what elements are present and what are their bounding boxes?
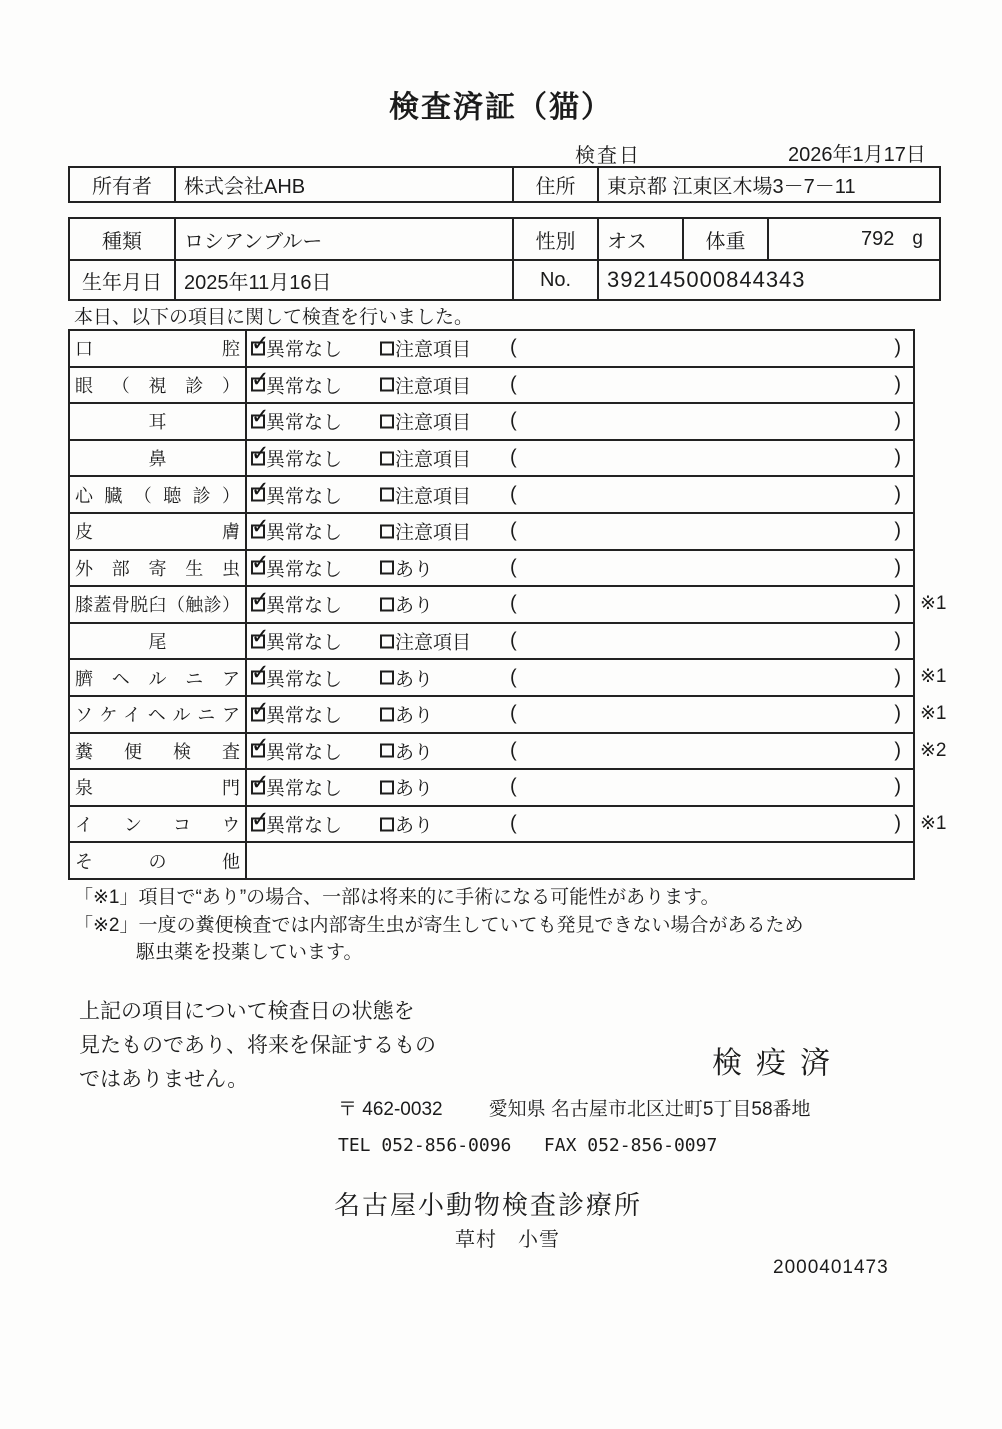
no-label: No.: [512, 261, 597, 299]
exam-row: [68, 512, 915, 551]
inspection-date-value: 2026年1月17日: [788, 144, 926, 166]
exam-item-label: 外部寄生虫: [75, 558, 240, 579]
staff-name: 草村 小雪: [455, 1229, 560, 1251]
exam-result-cell: [247, 441, 913, 476]
page-title: 検査済証（猫）: [389, 91, 613, 124]
exam-result-cell: [247, 660, 913, 695]
checkbox-unchecked-icon: [380, 524, 394, 538]
exam-item-cell: [70, 843, 247, 878]
check-mark-icon: ✓: [251, 513, 270, 539]
checkbox-unchecked-icon: [380, 780, 394, 794]
ok-label: 異常なし: [266, 376, 343, 398]
alt-label: 注意項目: [395, 522, 472, 544]
result-ok-group: [251, 513, 343, 545]
checkbox-unchecked-icon: [380, 414, 394, 428]
result-ok-group: [251, 440, 343, 472]
check-mark-icon: ✓: [251, 806, 270, 832]
paren-close: ): [894, 629, 901, 652]
checkbox-checked-icon: [251, 366, 270, 392]
document-number: 2000401473: [773, 1257, 889, 1278]
ok-label: 異常なし: [266, 486, 343, 508]
ok-label: 異常なし: [266, 595, 343, 617]
exam-row: [68, 695, 947, 734]
exam-result-cell: [247, 807, 913, 842]
alt-label: 注意項目: [395, 486, 472, 508]
ok-label: 異常なし: [266, 705, 343, 727]
check-mark-icon: ✓: [251, 696, 270, 722]
exam-result-cell: [247, 331, 913, 366]
checkbox-checked-icon: [251, 549, 270, 575]
alt-label: あり: [395, 669, 434, 691]
paren-open: (: [510, 336, 517, 359]
check-mark-icon: ✓: [251, 476, 270, 502]
result-ok-group: [251, 806, 343, 838]
pet-info-table: [68, 217, 941, 301]
checkbox-unchecked-icon: [380, 451, 394, 465]
exam-item-cell: [70, 697, 247, 732]
exam-item-cell: [70, 368, 247, 403]
check-mark-icon: ✓: [251, 659, 270, 685]
exam-item-label: 鼻: [148, 449, 167, 470]
clinic-tel-fax: TEL 052-856-0096 FAX 052-856-0097: [338, 1135, 718, 1156]
paren-close: ): [894, 592, 901, 615]
exam-row: [68, 658, 947, 697]
result-ok-group: [251, 476, 343, 508]
checkbox-checked-icon: [251, 623, 270, 649]
result-alt-group: [380, 737, 433, 764]
exam-row-box: [68, 402, 915, 441]
result-alt-group: [380, 481, 471, 508]
exam-row-box: [68, 366, 915, 405]
exam-row: [68, 549, 915, 588]
exam-row: [68, 841, 915, 880]
breed-value: ロシアンブルー: [174, 219, 512, 259]
exam-row-box: [68, 549, 915, 588]
exam-row: [68, 768, 915, 807]
ok-label: 異常なし: [266, 559, 343, 581]
ok-label: 異常なし: [266, 449, 343, 471]
ok-label: 異常なし: [266, 339, 343, 361]
paren-open: (: [510, 666, 517, 689]
paren-open: (: [510, 812, 517, 835]
result-alt-group: [380, 518, 471, 545]
footnote-2: 「※2」一度の糞便検査では内部寄生虫が寄生していても発見できない場合があるため: [74, 914, 804, 936]
result-ok-group: [251, 696, 343, 728]
exam-result-cell: [247, 404, 913, 439]
exam-row-box: [68, 439, 915, 478]
exam-item-label: 臍ヘルニア: [75, 668, 240, 689]
result-alt-group: [380, 591, 433, 618]
sex-value: オス: [597, 219, 682, 259]
exam-row-box: [68, 329, 915, 368]
result-alt-group: [380, 811, 433, 838]
exam-item-label: 糞便検査: [75, 741, 240, 762]
quarantine-stamp-text: 検疫済: [712, 1047, 844, 1080]
result-ok-group: [251, 403, 343, 435]
checkbox-unchecked-icon: [380, 707, 394, 721]
paren-open: (: [510, 629, 517, 652]
weight-label: 体重: [682, 219, 767, 259]
disclaimer-line-2: 見たものであり、将来を保証するもの: [79, 1034, 436, 1057]
result-ok-group: [251, 769, 343, 801]
ok-label: 異常なし: [266, 815, 343, 837]
ok-label: 異常なし: [266, 632, 343, 654]
result-alt-group: [380, 664, 433, 691]
clinic-address: 愛知県 名古屋市北区辻町5丁目58番地: [488, 1099, 811, 1120]
result-ok-group: [251, 549, 343, 581]
check-mark-icon: ✓: [251, 586, 270, 612]
alt-label: あり: [395, 559, 434, 581]
alt-label: あり: [395, 815, 434, 837]
exam-item-cell: [70, 404, 247, 439]
result-ok-group: [251, 330, 343, 362]
exam-result-cell: [247, 551, 913, 586]
paren-close: ): [894, 373, 901, 396]
exam-row-box: [68, 585, 915, 624]
exam-item-label: 心臓（聴診）: [75, 485, 240, 506]
exam-row-box: [68, 512, 915, 551]
result-ok-group: [251, 623, 343, 655]
exam-result-cell: [247, 843, 913, 878]
checkbox-unchecked-icon: [380, 817, 394, 831]
exam-row-box: [68, 805, 915, 844]
paren-close: ): [894, 483, 901, 506]
birth-value: 2025年11月16日: [174, 261, 512, 299]
checkbox-checked-icon: [251, 403, 270, 429]
alt-label: 注意項目: [395, 376, 472, 398]
ok-label: 異常なし: [266, 522, 343, 544]
exam-row: [68, 585, 947, 624]
exam-result-cell: [247, 770, 913, 805]
exam-table: [68, 329, 947, 880]
exam-row-box: [68, 475, 915, 514]
exam-item-cell: [70, 514, 247, 549]
alt-label: 注意項目: [395, 632, 472, 654]
exam-item-cell: [70, 660, 247, 695]
check-mark-icon: ✓: [251, 623, 270, 649]
pet-row-1: [70, 219, 939, 259]
exam-result-cell: [247, 514, 913, 549]
address-label: 住所: [512, 168, 597, 201]
checkbox-checked-icon: [251, 696, 270, 722]
exam-item-label: その他: [75, 851, 240, 872]
owner-label: 所有者: [92, 176, 152, 198]
pet-row-2: [70, 259, 939, 299]
result-ok-group: [251, 586, 343, 618]
exam-item-cell: [70, 477, 247, 512]
exam-row: [68, 805, 947, 844]
exam-item-label: 眼（視診）: [75, 375, 240, 396]
alt-label: あり: [395, 778, 434, 800]
result-alt-group: [380, 371, 471, 398]
result-alt-group: [380, 774, 433, 801]
exam-row-box: [68, 768, 915, 807]
exam-row: [68, 402, 915, 441]
exam-item-label: 耳: [148, 412, 167, 433]
paren-open: (: [510, 446, 517, 469]
no-value: 392145000844343: [597, 261, 939, 299]
weight-unit: g: [912, 228, 923, 249]
exam-result-cell: [247, 624, 913, 659]
checkbox-unchecked-icon: [380, 744, 394, 758]
exam-result-cell: [247, 368, 913, 403]
checkbox-checked-icon: [251, 476, 270, 502]
footnote-mark: ※1: [920, 812, 947, 834]
breed-label: 種類: [102, 230, 142, 253]
check-mark-icon: ✓: [251, 440, 270, 466]
check-mark-icon: ✓: [251, 366, 270, 392]
ok-label: 異常なし: [266, 412, 343, 434]
ok-label: 異常なし: [266, 778, 343, 800]
exam-row-box: [68, 732, 915, 771]
checkbox-checked-icon: [251, 513, 270, 539]
result-ok-group: [251, 732, 343, 764]
paren-close: ): [894, 446, 901, 469]
alt-label: 注意項目: [395, 449, 472, 471]
exam-item-cell: [70, 624, 247, 659]
checkbox-unchecked-icon: [380, 561, 394, 575]
checkbox-unchecked-icon: [380, 341, 394, 355]
result-alt-group: [380, 701, 433, 728]
checkbox-checked-icon: [251, 440, 270, 466]
alt-label: あり: [395, 705, 434, 727]
footnote-2-continued: 駆虫薬を投薬しています。: [136, 942, 363, 963]
paren-open: (: [510, 556, 517, 579]
exam-row-box: [68, 622, 915, 661]
exam-item-label: 皮膚: [75, 522, 240, 543]
alt-label: 注意項目: [395, 339, 472, 361]
check-mark-icon: ✓: [251, 549, 270, 575]
disclaimer: [79, 995, 436, 1097]
paren-close: ): [894, 556, 901, 579]
alt-label: 注意項目: [395, 412, 472, 434]
exam-item-cell: [70, 734, 247, 769]
footnote-mark: ※1: [920, 593, 947, 615]
clinic-address-line: [338, 1094, 811, 1121]
paren-open: (: [510, 702, 517, 725]
exam-row: [68, 366, 915, 405]
ok-label: 異常なし: [266, 742, 343, 764]
exam-item-cell: [70, 331, 247, 366]
exam-result-cell: [247, 697, 913, 732]
result-ok-group: [251, 366, 343, 398]
exam-row: [68, 732, 947, 771]
paren-open: (: [510, 775, 517, 798]
checkbox-unchecked-icon: [380, 671, 394, 685]
sex-label: 性別: [512, 219, 597, 259]
paren-close: ): [894, 519, 901, 542]
exam-result-cell: [247, 734, 913, 769]
checkbox-unchecked-icon: [380, 378, 394, 392]
check-mark-icon: ✓: [251, 769, 270, 795]
exam-item-label: 尾: [148, 632, 167, 653]
exam-row: [68, 475, 915, 514]
result-alt-group: [380, 335, 471, 362]
result-alt-group: [380, 554, 433, 581]
exam-item-label: 膝蓋骨脱臼（触診）: [75, 595, 240, 616]
clinic-postal-code: 〒 462-0032: [338, 1099, 443, 1120]
paren-close: ): [894, 812, 901, 835]
paren-close: ): [894, 409, 901, 432]
paren-open: (: [510, 483, 517, 506]
paren-close: ): [894, 336, 901, 359]
exam-item-cell: [70, 551, 247, 586]
ok-label: 異常なし: [266, 669, 343, 691]
checkbox-checked-icon: [251, 586, 270, 612]
inspection-date-label: 検査日: [575, 145, 641, 167]
disclaimer-line-1: 上記の項目について検査日の状態を: [79, 1000, 415, 1023]
checkbox-unchecked-icon: [380, 597, 394, 611]
footnote-mark: ※2: [920, 739, 947, 761]
footnote-mark: ※1: [920, 666, 947, 688]
footnotes: [74, 884, 804, 967]
exam-item-label: インコウ: [75, 815, 240, 836]
birth-label: 生年月日: [82, 271, 162, 294]
intro-text: 本日、以下の項目に関して検査を行いました。: [74, 307, 474, 328]
checkbox-checked-icon: [251, 769, 270, 795]
exam-row-box: [68, 841, 915, 880]
check-mark-icon: ✓: [251, 403, 270, 429]
exam-item-cell: [70, 441, 247, 476]
exam-result-cell: [247, 477, 913, 512]
exam-item-cell: [70, 587, 247, 622]
exam-item-label: 口腔: [75, 339, 240, 360]
exam-item-label: 泉門: [75, 778, 240, 799]
footnote-mark: ※1: [920, 702, 947, 724]
result-alt-group: [380, 628, 471, 655]
disclaimer-line-3: ではありません。: [79, 1068, 249, 1091]
exam-row: [68, 329, 915, 368]
checkbox-checked-icon: [251, 659, 270, 685]
checkbox-checked-icon: [251, 330, 270, 356]
paren-open: (: [510, 519, 517, 542]
exam-result-cell: [247, 587, 913, 622]
result-alt-group: [380, 445, 471, 472]
exam-item-cell: [70, 807, 247, 842]
result-ok-group: [251, 659, 343, 691]
paren-open: (: [510, 739, 517, 762]
owner-row: [70, 168, 939, 201]
paren-close: ): [894, 702, 901, 725]
exam-row: [68, 439, 915, 478]
exam-row-box: [68, 658, 915, 697]
clinic-name: 名古屋小動物検査診療所: [334, 1190, 643, 1220]
exam-row: [68, 622, 915, 661]
weight-value: 792: [861, 227, 895, 250]
paren-open: (: [510, 373, 517, 396]
alt-label: あり: [395, 595, 434, 617]
exam-row-box: [68, 695, 915, 734]
address-value: 東京都 江東区木場3－7－11: [597, 168, 939, 201]
check-mark-icon: ✓: [251, 330, 270, 356]
checkbox-checked-icon: [251, 806, 270, 832]
alt-label: あり: [395, 742, 434, 764]
exam-item-cell: [70, 770, 247, 805]
owner-value: 株式会社AHB: [174, 168, 512, 201]
paren-open: (: [510, 409, 517, 432]
checkbox-unchecked-icon: [380, 634, 394, 648]
paren-close: ): [894, 666, 901, 689]
footnote-1: 「※1」項目で“あり”の場合、一部は将来的に手術になる可能性があります。: [74, 887, 720, 908]
check-mark-icon: ✓: [251, 732, 270, 758]
checkbox-checked-icon: [251, 732, 270, 758]
exam-item-label: ソケイヘルニア: [75, 705, 240, 726]
checkbox-unchecked-icon: [380, 488, 394, 502]
owner-table: [68, 166, 941, 203]
paren-close: ): [894, 739, 901, 762]
weight-value-cell: [767, 219, 939, 259]
paren-open: (: [510, 592, 517, 615]
paren-close: ): [894, 775, 901, 798]
result-alt-group: [380, 408, 471, 435]
